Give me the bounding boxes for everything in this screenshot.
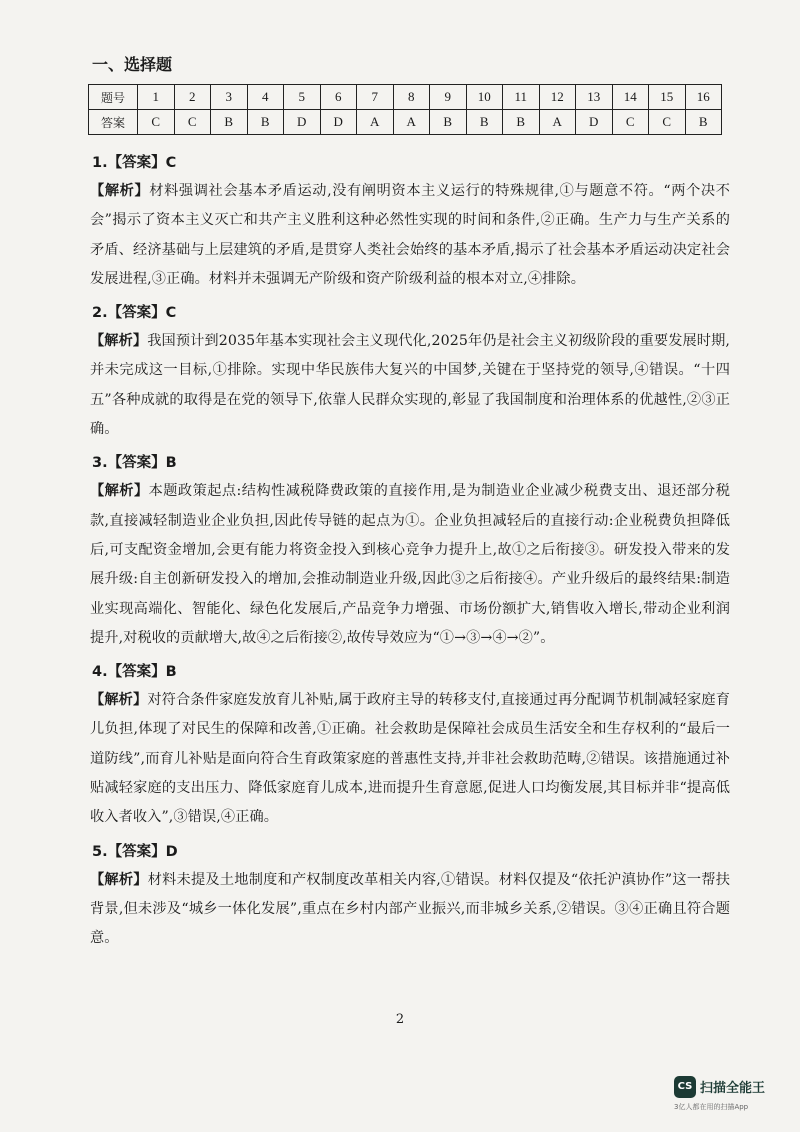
answer-table (88, 84, 722, 135)
explanation-item (90, 450, 730, 653)
answer-cell: A (539, 110, 576, 135)
answer-table-number-row (89, 85, 722, 110)
answer-cell: C (649, 110, 686, 135)
analysis-tag: 【解析】 (90, 692, 148, 709)
answer-cell: B (466, 110, 503, 135)
question-number-cell: 12 (539, 85, 576, 110)
answer-cell: A (357, 110, 394, 135)
answer-cell: B (430, 110, 467, 135)
question-number-cell: 8 (393, 85, 430, 110)
analysis-tag: 【解析】 (90, 183, 150, 199)
answer-heading: 4.【答案】B (92, 664, 177, 681)
analysis-paragraph (90, 477, 730, 653)
answer-table-answer-row (89, 110, 722, 135)
question-number-cell: 7 (357, 85, 394, 110)
question-number-cell: 3 (211, 85, 248, 110)
answer-cell: C (612, 110, 649, 135)
section-title: 一、选择题 (92, 55, 173, 74)
question-number-cell: 4 (247, 85, 284, 110)
scanner-app-tagline: 3亿人都在用的扫描App (674, 1103, 749, 1111)
question-number-cell: 6 (320, 85, 357, 110)
analysis-text: 材料强调社会基本矛盾运动,没有阐明资本主义运行的特殊规律,①与题意不符。“两个决不会”揭示了资本主义灭亡和共产主义胜利这种必然性实现的时间和条件,②正确。生产力与生产关系的矛盾、经济基础与上层建筑的矛盾,是贯穿人类社会始终的基本矛盾,揭示了社会基本矛盾运动决定社会发展进程,③正确。材料并未强调无产阶级和资产阶级利益的根本对立,④排除。 (90, 183, 730, 287)
question-number-cell: 10 (466, 85, 503, 110)
answer-cell: B (247, 110, 284, 135)
answer-heading: 3.【答案】B (92, 455, 177, 472)
answer-cell: D (320, 110, 357, 135)
page-number: 2 (395, 1012, 405, 1027)
answer-cell: B (685, 110, 722, 135)
answer-cell: D (284, 110, 321, 135)
analysis-text: 我国预计到2035年基本实现社会主义现代化,2025年仍是社会主义初级阶段的重要发展时期,并未完成这一目标,①排除。实现中华民族伟大复兴的中国梦,关键在于坚持党的领导,④错误。“十四五”各种成就的取得是在党的领导下,依靠人民群众实现的,彰显了我国制度和治理体系的优越性,②③正确。 (90, 333, 731, 438)
analysis-text: 材料未提及土地制度和产权制度改革相关内容,①错误。材料仅提及“依托沪滇协作”这一帮扶背景,但未涉及“城乡一体化发展”,重点在乡村内部产业振兴,而非城乡关系,②错误。③④正确且符合题意。 (90, 871, 731, 947)
analysis-text: 对符合条件家庭发放育儿补贴,属于政府主导的转移支付,直接通过再分配调节机制减轻家庭育儿负担,体现了对民生的保障和改善,①正确。社会救助是保障社会成员生活安全和生存权利的“最后一道防线”,而育儿补贴是面向符合生育政策家庭的普惠性支持,并非社会救助范畴,②错误。该措施通过补贴减轻家庭的支出压力、降低家庭育儿成本,进而提升生育意愿,促进人口均衡发展,其目标并非“提高低收入者收入”,③错误,④正确。 (90, 692, 730, 826)
explanation-list (90, 150, 730, 960)
explanation-item (90, 659, 730, 832)
answer-cell: D (576, 110, 613, 135)
analysis-tag: 【解析】 (90, 333, 148, 350)
analysis-paragraph (90, 686, 730, 832)
question-number-cell: 13 (576, 85, 613, 110)
answer-cell: A (393, 110, 430, 135)
explanation-item (90, 839, 730, 954)
scanner-watermark (674, 1074, 786, 1114)
answer-cell: C (174, 110, 211, 135)
analysis-tag: 【解析】 (90, 483, 149, 500)
question-number-cell: 11 (503, 85, 540, 110)
answer-heading: 5.【答案】D (92, 843, 178, 860)
table-row-label: 答案 (89, 110, 138, 135)
question-number-cell: 5 (284, 85, 321, 110)
analysis-paragraph (90, 327, 730, 444)
question-number-cell: 16 (685, 85, 722, 110)
explanation-item (90, 150, 730, 294)
analysis-paragraph (90, 177, 730, 294)
question-number-cell: 2 (174, 85, 211, 110)
question-number-cell: 15 (649, 85, 686, 110)
explanation-item (90, 300, 730, 444)
scanner-app-name: 扫描全能王 (700, 1081, 766, 1096)
analysis-paragraph (90, 866, 730, 954)
question-number-cell: 14 (612, 85, 649, 110)
answer-heading: 2.【答案】C (92, 305, 177, 322)
question-number-cell: 1 (138, 85, 175, 110)
answer-cell: B (503, 110, 540, 135)
table-row-label: 题号 (89, 85, 138, 110)
cs-logo-icon: CS (674, 1076, 696, 1098)
answer-cell: C (138, 110, 175, 135)
answer-cell: B (211, 110, 248, 135)
answer-heading: 1.【答案】C (92, 155, 177, 171)
question-number-cell: 9 (430, 85, 467, 110)
analysis-text: 本题政策起点:结构性减税降费政策的直接作用,是为制造业企业减少税费支出、退还部分税款,直接减轻制造业企业负担,因此传导链的起点为①。企业负担减轻后的直接行动:企业税费负担降低后,可支配资金增加,会更有能力将资金投入到核心竞争力提升上,故①之后衔接③。研发投入带来的发展升级:自主创新研发投入的增加,会推动制造业升级,因此③之后衔接④。产业升级后的最终结果:制造业实现高端化、智能化、绿色化发展后,产品竞争力增强、市场份额扩大,销售收入增长,带动企业利润提升,对税收的贡献增大,故④之后衔接②,故传导效应为“①→③→④→②”。 (90, 483, 730, 646)
analysis-tag: 【解析】 (90, 871, 148, 888)
